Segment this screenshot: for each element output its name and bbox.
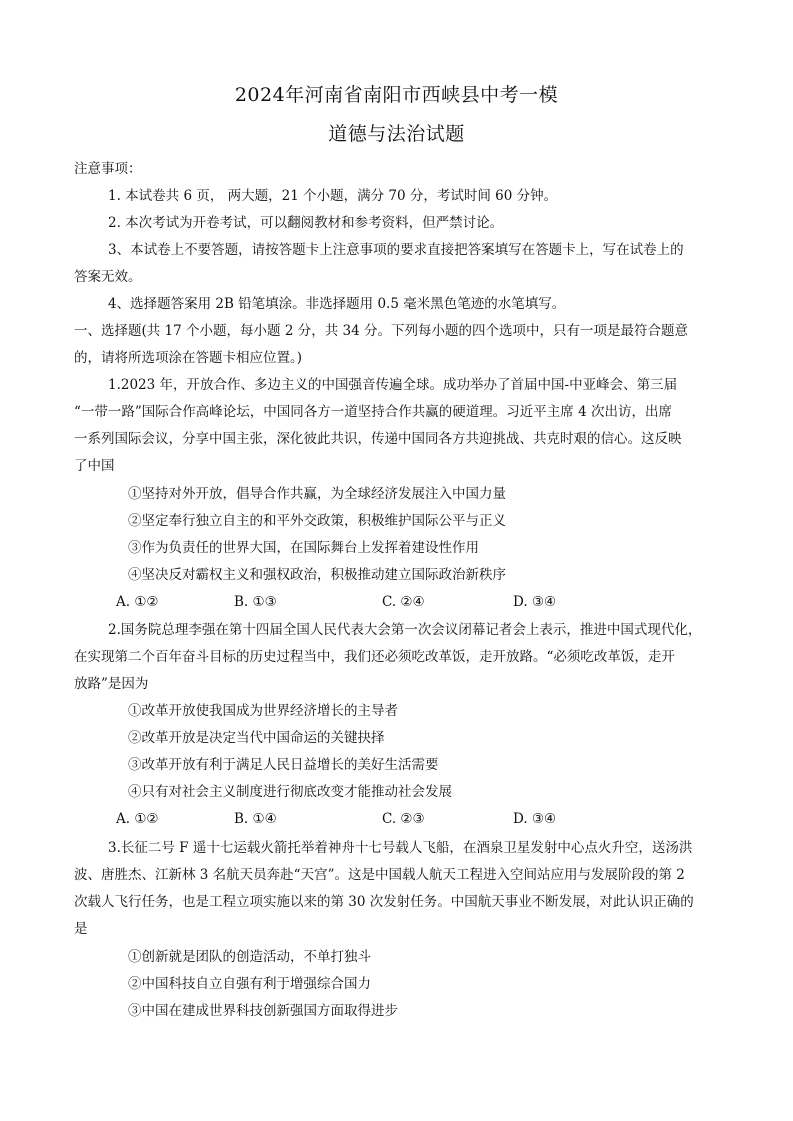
section-heading-cont: 的，请将所选项涂在答题卡相应位置。) xyxy=(74,350,303,366)
q2-option-c: C. ②③ xyxy=(382,811,425,827)
q1-option-d: D. ③④ xyxy=(513,594,557,610)
q1-item: ④坚决反对霸权主义和强权政治，积极推动建立国际政治新秩序 xyxy=(128,567,506,583)
q3-stem-line: 3.长征二号 F 遥十七运载火箭托举着神舟十七号载人飞船，在酒泉卫星发射中心点火升空，送汤洪 xyxy=(108,840,693,856)
q2-options xyxy=(116,809,636,829)
q1-option-b: B. ①③ xyxy=(234,594,277,610)
note-item-4: 4、选择题答案用 2B 铅笔填涂。非选择题用 0.5 毫米黑色笔迹的水笔填写。 xyxy=(108,296,566,312)
q2-item: ②改革开放是决定当代中国命运的关键抉择 xyxy=(128,730,385,746)
q2-stem-line: 2.国务院总理李强在第十四届全国人民代表大会第一次会议闭幕记者会上表示，推进中国式现代化， xyxy=(108,622,702,638)
q1-option-c: C. ②④ xyxy=(382,594,425,610)
q1-item: ③作为负责任的世界大国，在国际舞台上发挥着建设性作用 xyxy=(128,540,479,556)
notes-heading: 注意事项： xyxy=(74,161,142,177)
note-item-1: 1. 本试卷共 6 页， 两大题，21 个小题，满分 70 分，考试时间 60 分钟。 xyxy=(108,188,558,204)
q1-stem-line: 一系列国际会议，分享中国主张，深化彼此共识，传递中国同各方共迎挑战、共克时艰的信心。这反映 xyxy=(74,431,682,447)
q1-item: ①坚持对外开放，倡导合作共赢，为全球经济发展注入中国力量 xyxy=(128,486,506,502)
q3-stem-line: 是 xyxy=(74,921,88,937)
q2-option-d: D. ③④ xyxy=(513,811,557,827)
q1-stem-line: 1.2023 年，开放合作、多边主义的中国强音传遍全球。成功举办了首届中国-中亚峰会、第三届 xyxy=(108,377,678,393)
q1-options xyxy=(116,592,636,612)
q1-stem-line: “一带一路”国际合作高峰论坛，中国同各方一道坚持合作共赢的硬道理。习近平主席 4 次出访，出席 xyxy=(74,404,672,420)
exam-title: 2024年河南省南阳市西峡县中考一模 xyxy=(234,84,559,106)
exam-subtitle: 道德与法治试题 xyxy=(328,123,465,145)
q3-stem-line: 次载人飞行任务，也是工程立项实施以来的第 30 次发射任务。中国航天事业不断发展，对此认识正确的 xyxy=(74,894,694,910)
q3-item: ①创新就是团队的创造活动，不单打独斗 xyxy=(128,949,371,965)
q3-item: ③中国在建成世界科技创新强国方面取得进步 xyxy=(128,1003,398,1019)
section-heading: 一、选择题(共 17 个小题，每小题 2 分，共 34 分。下列每小题的四个选项中，只有一项是最符合题意 xyxy=(74,323,688,339)
q3-item: ②中国科技自立自强有利于增强综合国力 xyxy=(128,976,371,992)
q1-item: ②坚定奉行独立自主的和平外交政策，积极维护国际公平与正义 xyxy=(128,513,506,529)
q1-option-a: A. ①② xyxy=(116,594,159,610)
q3-stem-line: 波、唐胜杰、江新林 3 名航天员奔赴“天宫”。这是中国载人航天工程进入空间站应用与发展阶段的第 2 xyxy=(74,867,685,883)
q2-option-b: B. ①④ xyxy=(234,811,277,827)
q1-stem-line: 了中国 xyxy=(74,458,115,474)
q2-item: ①改革开放使我国成为世界经济增长的主导者 xyxy=(128,703,398,719)
q2-item: ③改革开放有利于满足人民日益增长的美好生活需要 xyxy=(128,757,439,773)
note-item-2: 2. 本次考试为开卷考试，可以翻阅教材和参考资料，但严禁讨论。 xyxy=(108,215,504,231)
note-item-3-cont: 答案无效。 xyxy=(74,269,142,285)
q2-item: ④只有对社会主义制度进行彻底改变才能推动社会发展 xyxy=(128,784,452,800)
q2-stem-line: 在实现第二个百年奋斗目标的历史过程当中，我们还必须吃改革饭，走开放路。“必须吃改革饭，走开 xyxy=(74,649,675,665)
q2-option-a: A. ①② xyxy=(116,811,159,827)
q2-stem-line: 放路”是因为 xyxy=(74,676,149,692)
note-item-3: 3、本试卷上不要答题，请按答题卡上注意事项的要求直接把答案填写在答题卡上，写在试卷上的 xyxy=(108,242,684,258)
